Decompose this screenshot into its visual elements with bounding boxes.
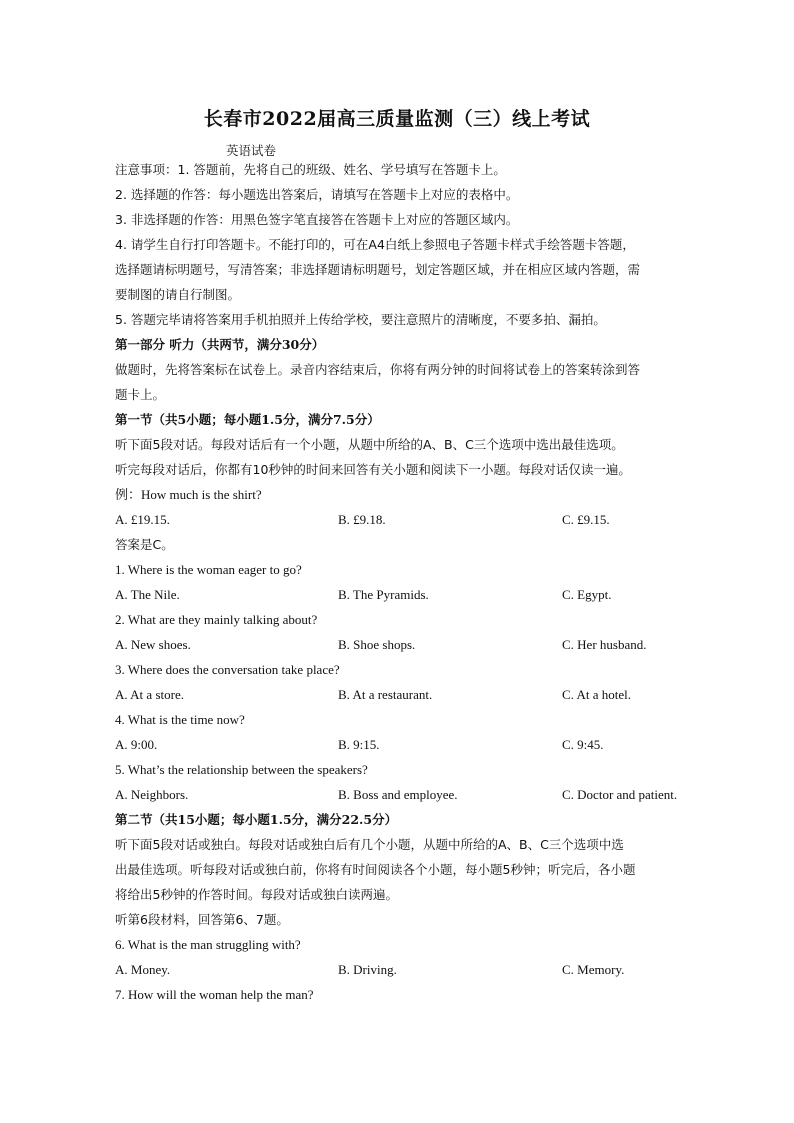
- question-5-option-b: B. Boss and employee.: [338, 787, 458, 802]
- question-3: 3. Where does the conversation take place?: [115, 662, 340, 677]
- example-question: 例：How much is the shirt?: [115, 487, 262, 502]
- question-1: 1. Where is the woman eager to go?: [115, 562, 302, 577]
- part1-heading: 第一部分 听力（共两节，满分30分）: [115, 337, 325, 352]
- question-6: 6. What is the man struggling with?: [115, 937, 301, 952]
- question-7: 7. How will the woman help the man?: [115, 987, 314, 1002]
- example-option-a: A. £19.15.: [115, 512, 170, 527]
- section2-intro-1: 听下面5段对话或独白。每段对话或独白后有几个小题，从题中所给的A、B、C三个选项中选: [115, 837, 624, 852]
- material-6-instruction: 听第6段材料，回答第6、7题。: [115, 912, 289, 927]
- notice-line-1: 注意事项：1. 答题前，先将自己的班级、姓名、学号填写在答题卡上。: [115, 162, 506, 177]
- notice-line-4: 4. 请学生自行打印答题卡。不能打印的，可在A4白纸上参照电子答题卡样式手绘答题卡答题，: [115, 237, 635, 252]
- question-4-option-a: A. 9:00.: [115, 737, 158, 752]
- section2-intro-3: 将给出5秒钟的作答时间。每段对话或独白读两遍。: [115, 887, 398, 902]
- notice-line-5: 选择题请标明题号，写清答案；非选择题请标明题号，划定答题区域，并在相应区域内答题，需: [115, 262, 641, 277]
- section2-heading: 第二节（共15小题；每小题1.5分，满分22.5分）: [115, 812, 398, 827]
- part1-intro-1: 做题时，先将答案标在试卷上。录音内容结束后，你将有两分钟的时间将试卷上的答案转涂到答: [115, 362, 641, 377]
- question-6-option-c: C. Memory.: [562, 962, 625, 977]
- question-5-option-c: C. Doctor and patient.: [562, 787, 678, 802]
- section1-heading: 第一节（共5小题；每小题1.5分，满分7.5分）: [115, 412, 380, 427]
- exam-title: 长春市2022届高三质量监测（三）线上考试: [203, 108, 591, 130]
- section2-intro-2: 出最佳选项。听每段对话或独白前，你将有时间阅读各个小题，每小题5秒钟；听完后，各小题: [115, 862, 636, 877]
- question-2-option-c: C. Her husband.: [562, 637, 647, 652]
- section1-intro-2: 听完每段对话后，你都有10秒钟的时间来回答有关小题和阅读下一小题。每段对话仅读一遍。: [115, 462, 631, 477]
- question-6-option-a: A. Money.: [115, 962, 171, 977]
- example-option-b: B. £9.18.: [338, 512, 386, 527]
- question-4: 4. What is the time now?: [115, 712, 245, 727]
- section1-intro-1: 听下面5段对话。每段对话后有一个小题，从题中所给的A、B、C三个选项中选出最佳选项。: [115, 437, 624, 452]
- question-1-option-a: A. The Nile.: [115, 587, 180, 602]
- question-3-option-c: C. At a hotel.: [562, 687, 631, 702]
- question-3-option-a: A. At a store.: [115, 687, 184, 702]
- exam-subtitle: 英语试卷: [226, 143, 277, 158]
- question-4-option-c: C. 9:45.: [562, 737, 604, 752]
- question-2-option-b: B. Shoe shops.: [338, 637, 416, 652]
- example-answer: 答案是C。: [115, 537, 174, 552]
- question-1-option-b: B. The Pyramids.: [338, 587, 429, 602]
- part1-intro-2: 题卡上。: [115, 387, 166, 402]
- question-2: 2. What are they mainly talking about?: [115, 612, 318, 627]
- notice-line-6: 要制图的请自行制图。: [115, 287, 241, 302]
- question-4-option-b: B. 9:15.: [338, 737, 380, 752]
- example-option-c: C. £9.15.: [562, 512, 610, 527]
- notice-line-7: 5. 答题完毕请将答案用手机拍照并上传给学校，要注意照片的清晰度，不要多拍、漏拍。: [115, 312, 606, 327]
- question-1-option-c: C. Egypt.: [562, 587, 612, 602]
- question-2-option-a: A. New shoes.: [115, 637, 191, 652]
- question-5-option-a: A. Neighbors.: [115, 787, 189, 802]
- question-3-option-b: B. At a restaurant.: [338, 687, 433, 702]
- notice-line-3: 3. 非选择题的作答：用黑色签字笔直接答在答题卡上对应的答题区域内。: [115, 212, 519, 227]
- question-5: 5. What’s the relationship between the speakers?: [115, 762, 368, 777]
- question-6-option-b: B. Driving.: [338, 962, 397, 977]
- notice-line-2: 2. 选择题的作答：每小题选出答案后，请填写在答题卡上对应的表格中。: [115, 187, 519, 202]
